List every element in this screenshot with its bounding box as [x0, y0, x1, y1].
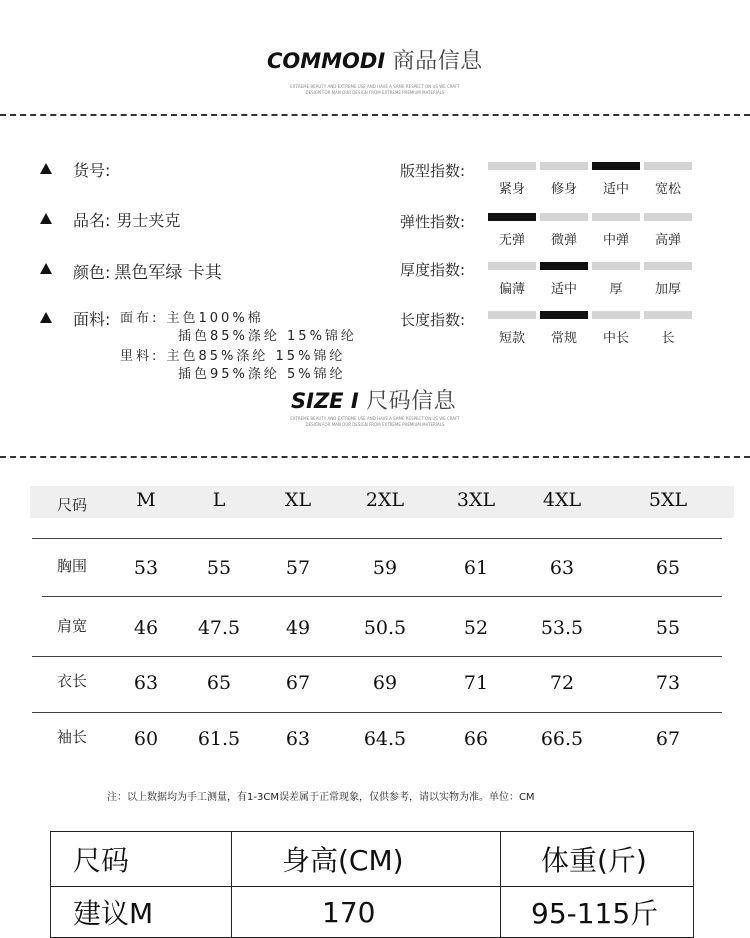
index-scale-segment — [592, 262, 640, 270]
index-option-label: 无弹 — [498, 233, 525, 248]
index-option-label: 厚 — [609, 282, 623, 297]
triangle-icon — [40, 163, 52, 174]
size-column-header: 5XL — [648, 489, 688, 511]
size-row-label: 胸围 — [57, 557, 88, 575]
size-table-cell: 52 — [463, 617, 489, 639]
size-table-cell: 61 — [463, 557, 489, 579]
table-row-divider — [32, 656, 722, 657]
title-subtitle — [255, 84, 495, 96]
size-column-header: XL — [284, 489, 312, 511]
size-header-label: 尺码 — [57, 496, 88, 514]
index-scale-segment — [540, 162, 588, 170]
index-scale-segment — [644, 213, 692, 221]
size-table-cell: 67 — [285, 672, 311, 694]
subtitle-line-1: EXTREME BEAUTY AND EXTREME USE AND HAVE A SAME RESPECT ON US WE CRAFT — [290, 84, 460, 89]
table-row-divider — [32, 712, 722, 713]
size-table-cell: 63 — [549, 557, 575, 579]
title-en: COMMODI — [267, 49, 386, 73]
size-column-header: M — [136, 489, 156, 511]
size-table-cell: 67 — [655, 728, 681, 750]
size-table-cell: 71 — [463, 672, 489, 694]
subtitle-line-2: DESIGN FOR MAN OUR DESIGN FROM EXTREME PREMIUM MATERIALS — [305, 422, 445, 427]
title-subtitle — [255, 416, 495, 428]
size-table-cell: 59 — [372, 557, 398, 579]
size-table-cell: 57 — [285, 557, 311, 579]
index-scale-segment — [644, 262, 692, 270]
title-en: SIZE I — [291, 389, 359, 413]
size-table-cell: 46 — [133, 617, 159, 639]
index-option-label: 适中 — [550, 282, 577, 297]
subtitle-line-2: DESIGN FOR MAN OUR DESIGN FROM EXTREME PREMIUM MATERIALS — [305, 90, 445, 95]
title-cn: 尺码信息 — [366, 389, 457, 414]
size-table-cell: 66 — [463, 728, 489, 750]
size-table-cell: 72 — [549, 672, 575, 694]
size-suggestion-table — [50, 831, 694, 938]
size-table-cell: 55 — [206, 557, 232, 579]
product-name — [73, 208, 180, 231]
size-table-cell: 53 — [133, 557, 159, 579]
index-scale-segment — [644, 311, 692, 319]
size-column-header: L — [212, 489, 226, 511]
size-table-cell: 61.5 — [197, 728, 241, 750]
size-row-label: 衣长 — [57, 672, 88, 690]
size-table-cell: 66.5 — [540, 728, 584, 750]
color-label: 颜色: — [73, 263, 111, 282]
size-table-cell: 55 — [655, 617, 681, 639]
triangle-icon — [40, 263, 52, 274]
size-row-label: 袖长 — [57, 728, 88, 746]
index-option-label: 紧身 — [498, 182, 525, 197]
index-option-label: 修身 — [550, 182, 577, 197]
divider — [0, 456, 750, 458]
index-scale-segment — [488, 162, 536, 170]
triangle-icon — [40, 312, 52, 323]
size-table-cell: 49 — [285, 617, 311, 639]
size-table-cell: 64.5 — [363, 728, 407, 750]
index-option-label: 短款 — [498, 331, 525, 346]
index-option-label: 中弹 — [602, 233, 629, 248]
color-value: 黑色军绿 卡其 — [114, 263, 222, 283]
index-scale-segment — [488, 262, 536, 270]
index-scale-segment — [644, 162, 692, 170]
suggestion-height-value: 170 — [232, 887, 501, 938]
table-row-divider — [32, 538, 722, 539]
index-scale-segment — [540, 213, 588, 221]
size-table-cell: 69 — [372, 672, 398, 694]
title-cn: 商品信息 — [392, 49, 483, 74]
index-option-label: 中长 — [602, 331, 629, 346]
fabric-line-4: 插色95%涤纶 5%锦纶 — [178, 367, 346, 382]
size-row-label: 肩宽 — [57, 617, 88, 635]
item-no-label: 货号: — [73, 161, 111, 180]
item-no — [73, 158, 110, 181]
elasticity-index-label: 弹性指数: — [400, 213, 466, 231]
suggestion-header-size: 尺码 — [51, 832, 232, 887]
size-column-header: 4XL — [542, 489, 582, 511]
suggestion-weight-value: 95-115斤 — [501, 887, 694, 938]
length-index-label: 长度指数: — [400, 311, 466, 329]
index-option-label: 宽松 — [654, 182, 681, 197]
divider — [0, 114, 750, 116]
size-table-cell: 65 — [655, 557, 681, 579]
size-table-cell: 73 — [655, 672, 681, 694]
index-option-label: 常规 — [550, 331, 577, 346]
index-scale-segment — [488, 311, 536, 319]
index-option-label: 长 — [661, 331, 675, 346]
index-scale-segment — [592, 213, 640, 221]
suggestion-size-value: 建议M — [51, 887, 232, 938]
index-option-label: 加厚 — [654, 282, 681, 297]
fabric-line-3: 里料: 主色85%涤纶 15%锦纶 — [120, 349, 346, 364]
fabric-line-1: 面布: 主色100%棉 — [120, 311, 264, 326]
product-color — [73, 258, 222, 283]
size-table-cell: 60 — [133, 728, 159, 750]
index-scale-segment — [488, 213, 536, 221]
section-title-size-info — [291, 384, 456, 415]
name-label: 品名: — [73, 211, 111, 230]
size-table-cell: 63 — [285, 728, 311, 750]
suggestion-header-weight: 体重(斤) — [501, 832, 694, 887]
table-row-divider — [42, 596, 722, 597]
measurement-note: 注：以上数据均为手工测量，有1-3CM误差属于正常现象，仅供参考，请以实物为准。单位：CM — [107, 792, 535, 803]
suggestion-header-height: 身高(CM) — [232, 832, 501, 887]
index-option-label: 微弹 — [550, 233, 577, 248]
thickness-index-label: 厚度指数: — [400, 261, 466, 279]
size-table-cell: 47.5 — [197, 617, 241, 639]
fabric-line-2: 插色85%涤纶 15%锦纶 — [178, 329, 357, 344]
fit-index-label: 版型指数: — [400, 162, 466, 180]
index-scale-segment — [592, 162, 640, 170]
index-scale-segment — [540, 311, 588, 319]
size-table-cell: 53.5 — [540, 617, 584, 639]
triangle-icon — [40, 213, 52, 224]
index-scale-segment — [540, 262, 588, 270]
index-option-label: 偏薄 — [498, 282, 525, 297]
size-table-cell: 65 — [206, 672, 232, 694]
subtitle-line-1: EXTREME BEAUTY AND EXTREME USE AND HAVE A SAME RESPECT ON US WE CRAFT — [290, 416, 460, 421]
size-table-cell: 50.5 — [363, 617, 407, 639]
index-scale-segment — [592, 311, 640, 319]
section-title-product-info — [267, 44, 483, 75]
size-column-header: 2XL — [365, 489, 405, 511]
index-option-label: 高弹 — [654, 233, 681, 248]
fabric-label: 面料: — [73, 310, 111, 329]
size-column-header: 3XL — [456, 489, 496, 511]
index-option-label: 适中 — [602, 182, 629, 197]
size-table-cell: 63 — [133, 672, 159, 694]
name-value: 男士夹克 — [116, 211, 181, 230]
